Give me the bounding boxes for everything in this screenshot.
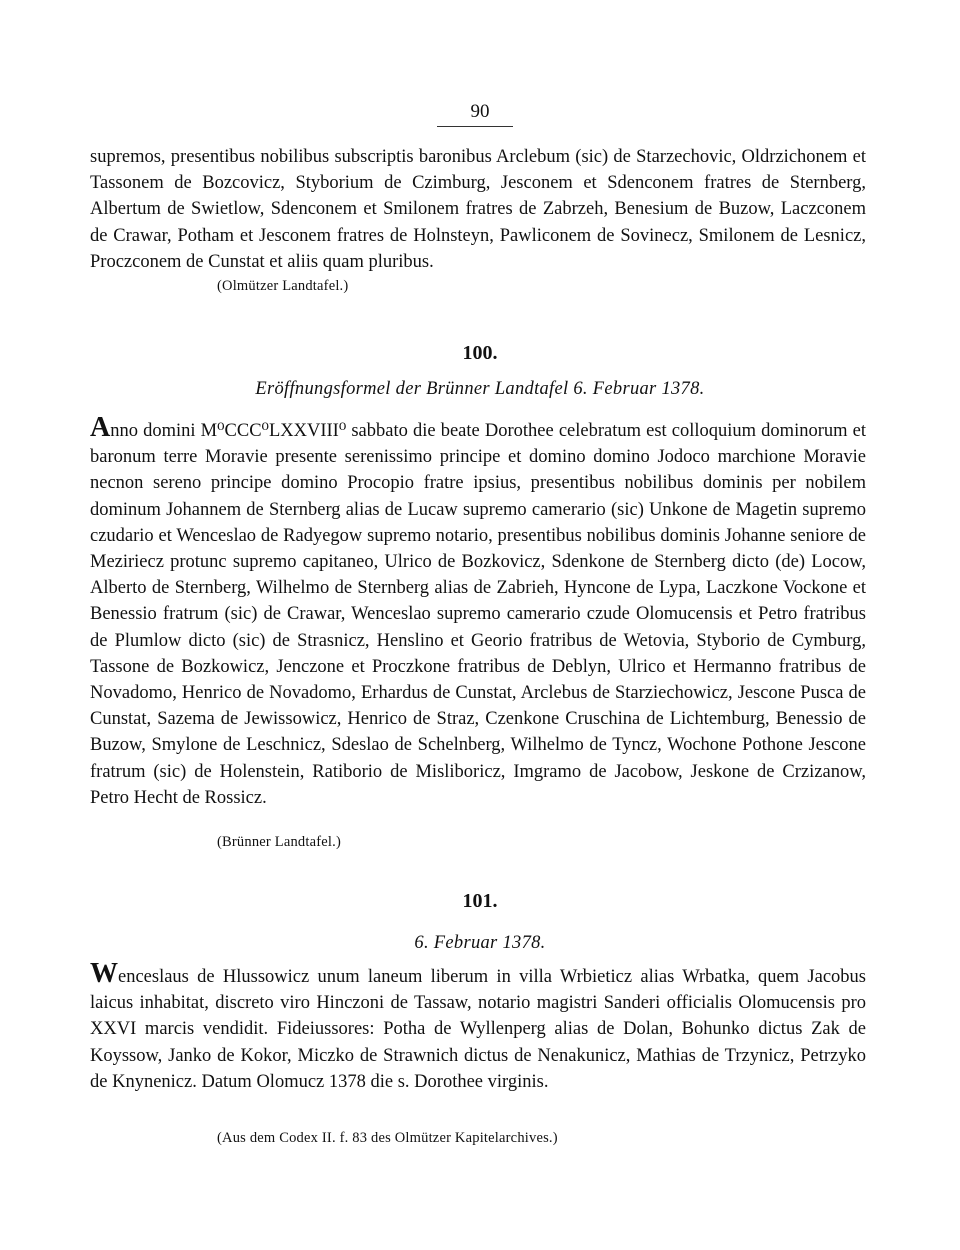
- entry-101-paragraph: [90, 958, 866, 1095]
- entry-100-initial: A: [90, 412, 111, 443]
- entry-101-text: enceslaus de Hlussowicz unum laneum liberum in villa Wrbieticz alias Wrbatka, quem Jacobus laicus inhabitat, discreto viro Hinczoni de Tassaw, notario magistri Sanderi officialis Olomucensis pro XXVI marcis vendidit. Fideiussores: Potha de Wyllenperg alias de Dolan, Bohunko dictus Zak de Koyssow, Janko de Kokor, Miczko de Strawnich dictus de Nenakunicz, Mathias de Trzynicz, Petrzyko de Knynenicz. Datum Olomucz 1378 die s. Dorothee virginis.: [90, 967, 866, 1092]
- entry-101-initial: W: [90, 958, 118, 989]
- continuation-source-note: (Olmützer Landtafel.): [217, 278, 349, 294]
- page-number: 90: [470, 101, 490, 122]
- entry-100-number: 100.: [462, 342, 498, 364]
- entry-101-number: 101.: [462, 890, 498, 912]
- entry-101-heading: 6. Februar 1378.: [414, 933, 546, 953]
- continuation-paragraph: supremos, presentibus nobilibus subscriptis baronibus Arclebum (sic) de Starzechovic, Oldrzichonem et Tassonem de Bozcovicz, Styborium de Czimburg, Jesconem et Sdenconem fratres de Sternberg, Albertum de Swietlow, Sdenconem et Smilonem fratres de Zabrzeh, Benesium de Buzow, Laczconem de Crawar, Potham et Jesconem fratres de Holnsteyn, Pawliconem de Sovinecz, Smilonem de Lesnicz, Proczconem de Cunstat et aliis quam pluribus.: [90, 147, 866, 272]
- entry-100-paragraph: [90, 412, 866, 811]
- header-rule: [437, 126, 513, 127]
- entry-100-source-note: (Brünner Landtafel.): [217, 834, 341, 850]
- entry-100-heading: Eröffnungsformel der Brünner Landtafel 6. Februar 1378.: [255, 379, 705, 399]
- entry-100-text: nno domini M⁰CCC⁰LXXVIII⁰ sabbato die beate Dorothee celebratum est colloquium dominorum et baronum terre Moravie presente serenissimo principe et domino domino Jodoco marchione Moravie necnon sereno principe domino Procopio fratre ipsius, presentibus nobilibus dominis per nobilem dominum Johannem de Sternberg alias de Lucaw supremo camerario (sic) Unkone de Magetin supremo czudario et Wenceslao de Radyegow supremo notario, presentibus nobilibus dominis Johanne seniore de Meziriecz protunc supremo capitaneo, Ulrico de Bozkovicz, Sdenkone de Sternberg dicto (de) Locow, Alberto de Sternberg, Wilhelmo de Sternberg alias de Zabrieh, Hyncone de Lypa, Laczkone Vockone et Benessio fratrum (sic) de Crawar, Wenceslao supremo camerario czude Olomucensis et Petro fratribus de Plumlow dicto (sic) de Strasnicz, Henslino et Georio fratribus de Wetovia, Styborio de Cymburg, Tassone de Bozkowicz, Jenczone et Proczkone fratribus de Deblyn, Ulrico et Hermanno fratribus de Novadomo, Henrico de Novadomo, Erhardus de Cunstat, Arclebus de Starziechowicz, Jescone Pusca de Cunstat, Sazema de Jewissowicz, Henrico de Straz, Czenkone Cruschina de Lichtemburg, Benessio de Buzow, Smylone de Leschnicz, Sdeslao de Schelnberg, Wilhelmo de Tyncz, Wochone Pothone Jescone fratrum (sic) de Holenstein, Ratiborio de Misliboricz, Imgramo de Jacobow, Jeskone de Crzizanow, Petro Hecht de Rossicz.: [90, 421, 866, 808]
- entry-101-source-note: (Aus dem Codex II. f. 83 des Olmützer Kapitelarchives.): [217, 1130, 558, 1146]
